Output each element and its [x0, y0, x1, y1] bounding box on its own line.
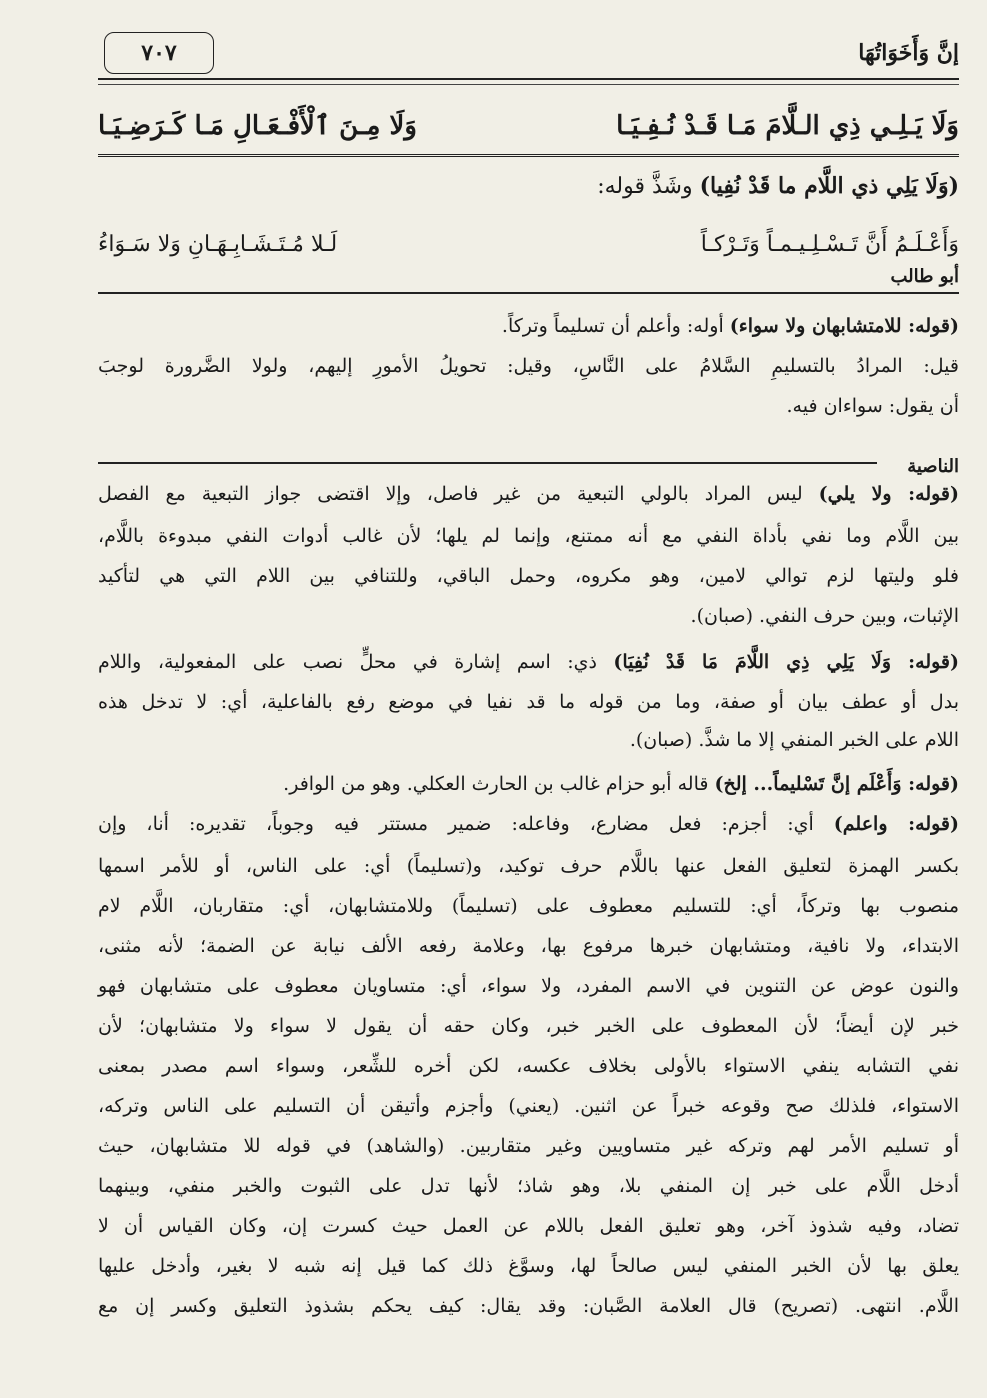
section1-line-text: أوله: وأعلم أن تسليماً وتركاً. — [501, 315, 730, 337]
section2-line-text: بدل أو عطف بيان أو صفة، وما من قوله ما قد نفيا في موضع رفع بالفاعلية، أي: لا تدخل هذه — [98, 691, 959, 713]
section2-line-text: اللام على الخبر المنفي إلا ما شذَّ. (صبان). — [629, 729, 959, 751]
section1-line — [98, 312, 959, 340]
section2-line — [98, 1092, 959, 1120]
section2-line-text: يعلق بها لأن الخبر المنفي ليس صالحاً لها، وسوَّغ ذلك كما قيل إنه شبه لا بغير، وأدخل عليها — [98, 1255, 959, 1277]
section2-line-text: ليس المراد بالولي التبعية من غير فاصل، وإلا اقتضى جواز التبعية مع الفصل — [98, 483, 819, 505]
section2-line-text: تضاد، وفيه شذوذ آخر، وهو تعليق الفعل باللام عن العمل حيث كسرت إن، وكان القياس أن لا — [98, 1215, 959, 1237]
section2-line — [98, 1012, 959, 1040]
section2-line — [98, 1252, 959, 1280]
header-rule — [98, 78, 959, 80]
cited-verse — [98, 226, 959, 262]
intro-lead: (وَلَا يَلِي ذي اللَّام ما قَدْ نُفِيا) — [699, 173, 959, 199]
section2-line — [98, 1212, 959, 1240]
section2-line-text: الاستواء، فلذلك صح وقوعه خبراً عن اثنين. (يعني) وأجزم وأتيقن أن التسليم على الناس وتركه، — [98, 1095, 959, 1117]
section2-line — [98, 1132, 959, 1160]
section2-line-text: والنون عوض عن التنوين في الاسم المفرد، ولا سواء، أي: متساويان معطوف على متشابهان فهو — [98, 975, 959, 997]
intro-rest: وشَذَّ قوله: — [597, 174, 700, 199]
section2-line-lead: (قوله: واعلم) — [833, 813, 959, 835]
section2-line — [98, 852, 959, 880]
section2-line — [98, 480, 959, 508]
page-number-box — [104, 32, 214, 74]
intro-line — [98, 172, 959, 201]
section-rule-2 — [98, 462, 877, 464]
section2-line — [98, 1172, 959, 1200]
section2-line-text: منصوب بها وتركاً، أي: للتسليم معطوف على (تسليماً) وللامتشابهان، أي: متقاربان، اللَّام لام — [98, 895, 959, 917]
section2-line-lead: (قوله: ولا يلي) — [818, 483, 959, 505]
section1-line-lead: (قوله: للامتشابهان ولا سواء) — [729, 315, 959, 337]
section2-line-text: أدخل اللَّام على خبر إن المنفي بلا، وهو شاذ؛ لأنها تدل على الثبوت والخبر منفي، وبينهما — [98, 1175, 959, 1197]
section2-line — [98, 932, 959, 960]
cited-verse-right: وَأَعْـلَـمُ أَنَّ تَـسْـلِـيـمـاً وَتَـرْكـاً — [700, 231, 959, 257]
section2-line-text: بين اللَّام وما نفي بأداة النفي مع أنه ممتنع، وإنما لم يلها؛ لأن غالب أدوات النفي مبدوءة باللَّام، — [98, 525, 959, 547]
section1-line — [98, 352, 959, 380]
section2-line — [98, 688, 959, 716]
section2-line — [98, 602, 959, 630]
main-verse — [98, 104, 959, 148]
section2-line — [98, 770, 959, 798]
section1-line-text: قيل: المرادُ بالتسليمِ السَّلامُ على النَّاسِ، وقيل: تحويلُ الأمورِ إليهم، ولولا الضَّرورة لوجبَ — [98, 355, 959, 377]
section2-line — [98, 648, 959, 676]
section2-line-lead: (قوله: وَلَا يَلِي ذِي اللَّامَ مَا قَدْ نُفِيَا) — [613, 651, 959, 673]
section2-line — [98, 562, 959, 590]
cited-verse-left: لَـلا مُـتَـشَـابِـهَـانِ وَلا سَـوَاءُ — [98, 231, 338, 257]
section-rule-1 — [98, 292, 959, 294]
section2-line-text: اللَّام. انتهى. (تصريح) قال العلامة الصَّبان: وقد يقال: كيف يحكم بشذوذ التعليق وكسر إن مع — [98, 1295, 959, 1317]
section2-line-text: بكسر الهمزة لتعليق الفعل عنها باللَّام حرف توكيد، و(تسليماً) أي: على الناس، أو للأمر اسمها — [98, 855, 959, 877]
section2-line-text: فلو وليتها لزم توالي لامين، وهو مكروه، وحمل الباقي، وللتنافي بين اللام التي هي لتأكيد — [98, 565, 959, 587]
section2-line — [98, 1292, 959, 1320]
section1-line — [98, 392, 959, 420]
section2-line — [98, 892, 959, 920]
section2-line-text: أو تسليم الأمر لهم وتركه غير متساويين وغير متقاربين. (والشاهد) في قوله للا متشابهان، حيث — [98, 1135, 959, 1157]
section2-line-text: أي: أجزم: فعل مضارع، وفاعله: ضمير مستتر فيه وجوباً، تقديره: أنا، وإن — [98, 813, 834, 835]
section2-line — [98, 810, 959, 838]
section2-line-text: الابتداء، ولا نافية، ومتشابهان خبرها مرفوع بها، وعلامة رفعه الألف نيابة عن الضمة؛ لأنه مثنى، — [98, 935, 959, 957]
section1-line-text: أن يقول: سواءان فيه. — [786, 395, 959, 417]
section-heading-abu-talib: أبو طالب — [890, 266, 959, 287]
section2-line-text: ذي: اسم إشارة في محلٍّ نصب على المفعولية، واللام — [98, 651, 614, 673]
section2-line — [98, 972, 959, 1000]
verse-hemistich-right: وَلَا يَـلِـي ذِي الـلَّامَ مَـا قَـدْ نُـفِـيَـا — [616, 111, 959, 141]
section2-line — [98, 1052, 959, 1080]
verse-rule — [98, 154, 959, 157]
section2-line-text: قاله أبو حزام غالب بن الحارث العكلي. وهو من الوافر. — [283, 773, 715, 795]
section2-line-lead: (قوله: وَأَعْلَم إنَّ تَسْليماً... إلخ) — [714, 773, 959, 795]
section2-line-text: نفي التشابه ينفي الاستواء بالأولى بخلاف عكسه، لكن أخره للشِّعر، وسواء اسم مصدر بمعنى — [98, 1055, 959, 1077]
section2-line-text: الإثبات، وبين حرف النفي. (صبان). — [690, 605, 959, 627]
section-heading-nasiya: الناصية — [907, 456, 959, 477]
verse-hemistich-left: وَلَا مِـنَ ٱلْأَفْـعَـالِ مَـا كَـرَضِـيَـا — [98, 111, 417, 141]
section2-line — [98, 726, 959, 754]
header-rule-thin — [98, 84, 959, 85]
section2-line — [98, 522, 959, 550]
page-number: ٧٠٧ — [141, 40, 177, 66]
section2-line-text: خبر لإن أيضاً؛ لأن المعطوف على الخبر خبر، وكان حقه أن يقول لا سواء ولا متشابهان؛ لأن — [98, 1015, 959, 1037]
running-header-title: إنَّ وَأَخَوَاتُهَا — [858, 40, 959, 66]
